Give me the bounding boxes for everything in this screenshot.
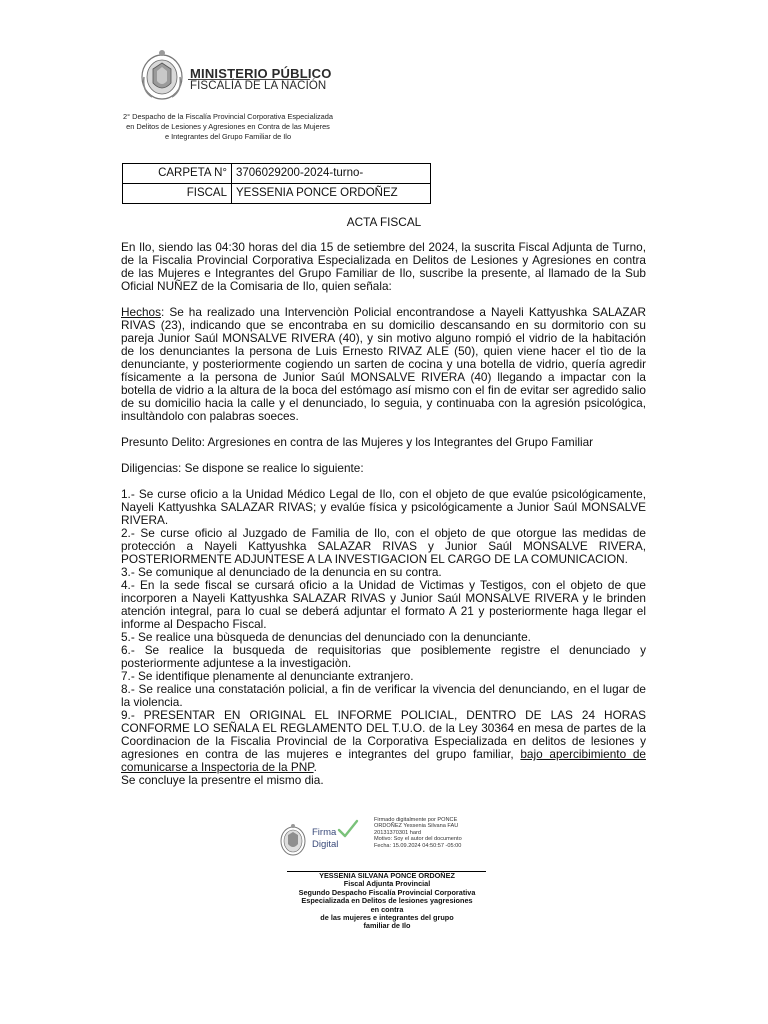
hechos-text: : Se ha realizado una Intervenciòn Policial encontrandose a Nayeli Kattyushka SALAZAR RIVAS (23), indicando que se encontraba en su domicilio descansando en su dormitorio con su pareja Junior Saúl MONSALVE RIVERA (40), y sin motivo alguno rompió el vidrio de la habitación de los denunciantes la persona de Luis Ernesto RIVAZ ALE (50), quien viene hacer el tìo de la denunciante, y posteriormente cogiendo un sarten de cocina y una botella de vidrio, quería agredir físicamente a la persona de Junior Saúl MONSALVE RIVERA (40) llegando a impactar con la botella de vidrio a la altura de la boca del estómago así mismo con el fin de evitar ser agredido salio de su domicilio hacia la calle y el denunciado, lo seguia, y continuaba con la agresión psicológica, insultàndolo con palabras soeces.: [121, 305, 646, 423]
signer-office-line: Segundo Despacho Fiscalía Provincial Corporativa: [298, 887, 476, 897]
presunto-delito: Presunto Delito: Argresiones en contra de las Mujeres y los Integrantes del Grupo Familiar: [121, 435, 594, 449]
signer-title: Fiscal Adjunta Provincial: [343, 879, 431, 889]
intro-paragraph: En Ilo, siendo las 04:30 horas del dia 15 de setiembre del 2024, la suscrita Fiscal Adjunta de Turno, de la Fiscalia Provincial Corporativa Especializada en Delitos de Lesiones y Agresiones en contra de las Mujeres e Integrantes del Grupo Familiar de Ilo, suscribe la presente, al llamado de la Sub Oficial NUÑEZ de la Comisaria de Ilo, quien señala:: [121, 240, 646, 293]
digital-word: Digital: [312, 839, 339, 850]
list-item: 2.- Se curse oficio al Juzgado de Familia de Ilo, con el objeto de que otorgue las medidas de protección a Nayeli Kattyushka SALAZAR RIVAS y Junior Saúl MONSALVE RIVERA, POSTERIORMENTE ADJUNTESE A LA INVESTIGACION EL CARGO DE LA COMUNICACION.: [121, 526, 646, 566]
list-item-9: [121, 709, 646, 774]
fiscal-value: YESSENIA PONCE ORDOÑEZ: [232, 184, 431, 204]
signer-office-line: de las mujeres e integrantes del grupo: [320, 913, 454, 923]
document-title: ACTA FISCAL: [346, 215, 422, 229]
hechos-paragraph: [121, 306, 646, 423]
firma-word: Firma: [312, 827, 337, 838]
hechos-label: Hechos: [121, 305, 161, 319]
list-item: 5.- Se realice una bùsqueda de denuncias del denunciado con la denunciante.: [121, 630, 531, 644]
digital-info-line: Motivo: Soy el autor del documento: [374, 836, 462, 843]
digital-info-line: Firmado digitalmente por PONCE: [374, 817, 458, 823]
ministry-subtitle: FISCALÍA DE LA NACIÓN: [190, 80, 327, 92]
signer-office-line: familiar de Ilo: [363, 921, 411, 931]
list-item: 4.- En la sede fiscal se cursará oficio a la Unidad de Victimas y Testigos, con el objeto de que incorporen a Nayeli Kattyushka SALAZAR RIVAS y Junior Saúl MONSALVE RIVERA y le brinden atención integral, para lo cual se deberá adjuntar el formato A 21 y posteriormente haga llegar el informe al Despacho Fiscal.: [121, 578, 646, 631]
office-line: 2° Despacho de la Fiscalía Provincial Corporativa Especializada: [123, 112, 333, 121]
table-row: [123, 184, 431, 204]
carpeta-label: CARPETA N°: [123, 164, 232, 184]
carpeta-value: 3706029200-2024-turno-: [232, 164, 431, 184]
checkmark-icon: [336, 818, 360, 840]
office-name: [112, 112, 344, 142]
list-item: 1.- Se curse oficio a la Unidad Médico Legal de Ilo, con el objeto de que evalúe psicológicamente, Nayeli Kattyushka SALAZAR RIVAS; y evalúe física y psicológicamente a Junior Saúl MONSALVE RIVERA.: [121, 487, 646, 527]
table-row: [123, 164, 431, 184]
list-item: 7.- Se identifique plenamente al denunciante extranjero.: [121, 669, 414, 683]
digital-info-line: ORDOÑEZ Yessenia Silvana FAU: [374, 823, 459, 830]
ministry-seal-icon: [138, 47, 186, 103]
item9-end: .: [313, 760, 317, 774]
list-item: 3.- Se comunique al denunciado de la denuncia en su contra.: [121, 565, 442, 579]
signature-block: [270, 872, 504, 931]
signer-name: YESSENIA SILVANA PONCE ORDOÑEZ: [319, 871, 455, 880]
fiscal-label: FISCAL: [123, 184, 232, 204]
digital-info-line: Fecha: 15.09.2024 04:50:57 -05:00: [374, 842, 462, 849]
ministry-title: MINISTERIO PÚBLICO: [190, 66, 332, 81]
firma-digital-label: [312, 827, 338, 851]
diligencias-heading: Diligencias: Se dispone se realice lo siguiente:: [121, 461, 364, 475]
digital-signature-info: [374, 817, 486, 849]
digital-info-line: 20131370301 hard: [374, 829, 421, 836]
closing-line: Se concluye la presentre el mismo dia.: [121, 773, 324, 787]
signer-office-line: en contra: [370, 904, 404, 914]
office-line: en Delitos de Lesiones y Agresiones en Contra de las Mujeres: [126, 122, 330, 131]
office-line: e Integrantes del Grupo Familiar de Ilo: [164, 132, 292, 141]
list-item: 8.- Se realice una constatación policial, a fin de verificar la vivencia del denunciando, en el lugar de la violencia.: [121, 682, 646, 709]
signer-office-line: Especializada en Delitos de lesiones yagresiones: [301, 896, 473, 906]
item9-text: 9.- PRESENTAR EN ORIGINAL EL INFORME POLICIAL, DENTRO DE LAS 24 HORAS CONFORME LO SEÑALA EL REGLAMENTO DEL T.U.O. de la Ley 30364 en mesa de partes de la Coordinacion de la Fiscalia Provincial de la Corporativa Especializada en delitos de lesiones y agresiones en contra de las mujeres e integrantes del grupo familiar,: [121, 708, 646, 761]
document-body: [121, 241, 646, 787]
signature-seal-icon: [279, 822, 307, 858]
case-table: [122, 163, 431, 204]
item9-underlined: bajo apercibimiento de comunicarse a Inspectoria de la PNP: [121, 747, 646, 774]
list-item: 6.- Se realice la busqueda de requisitorias que posiblemente registre el denunciado y posteriormente adjuntese a la investigaciòn.: [121, 643, 646, 670]
